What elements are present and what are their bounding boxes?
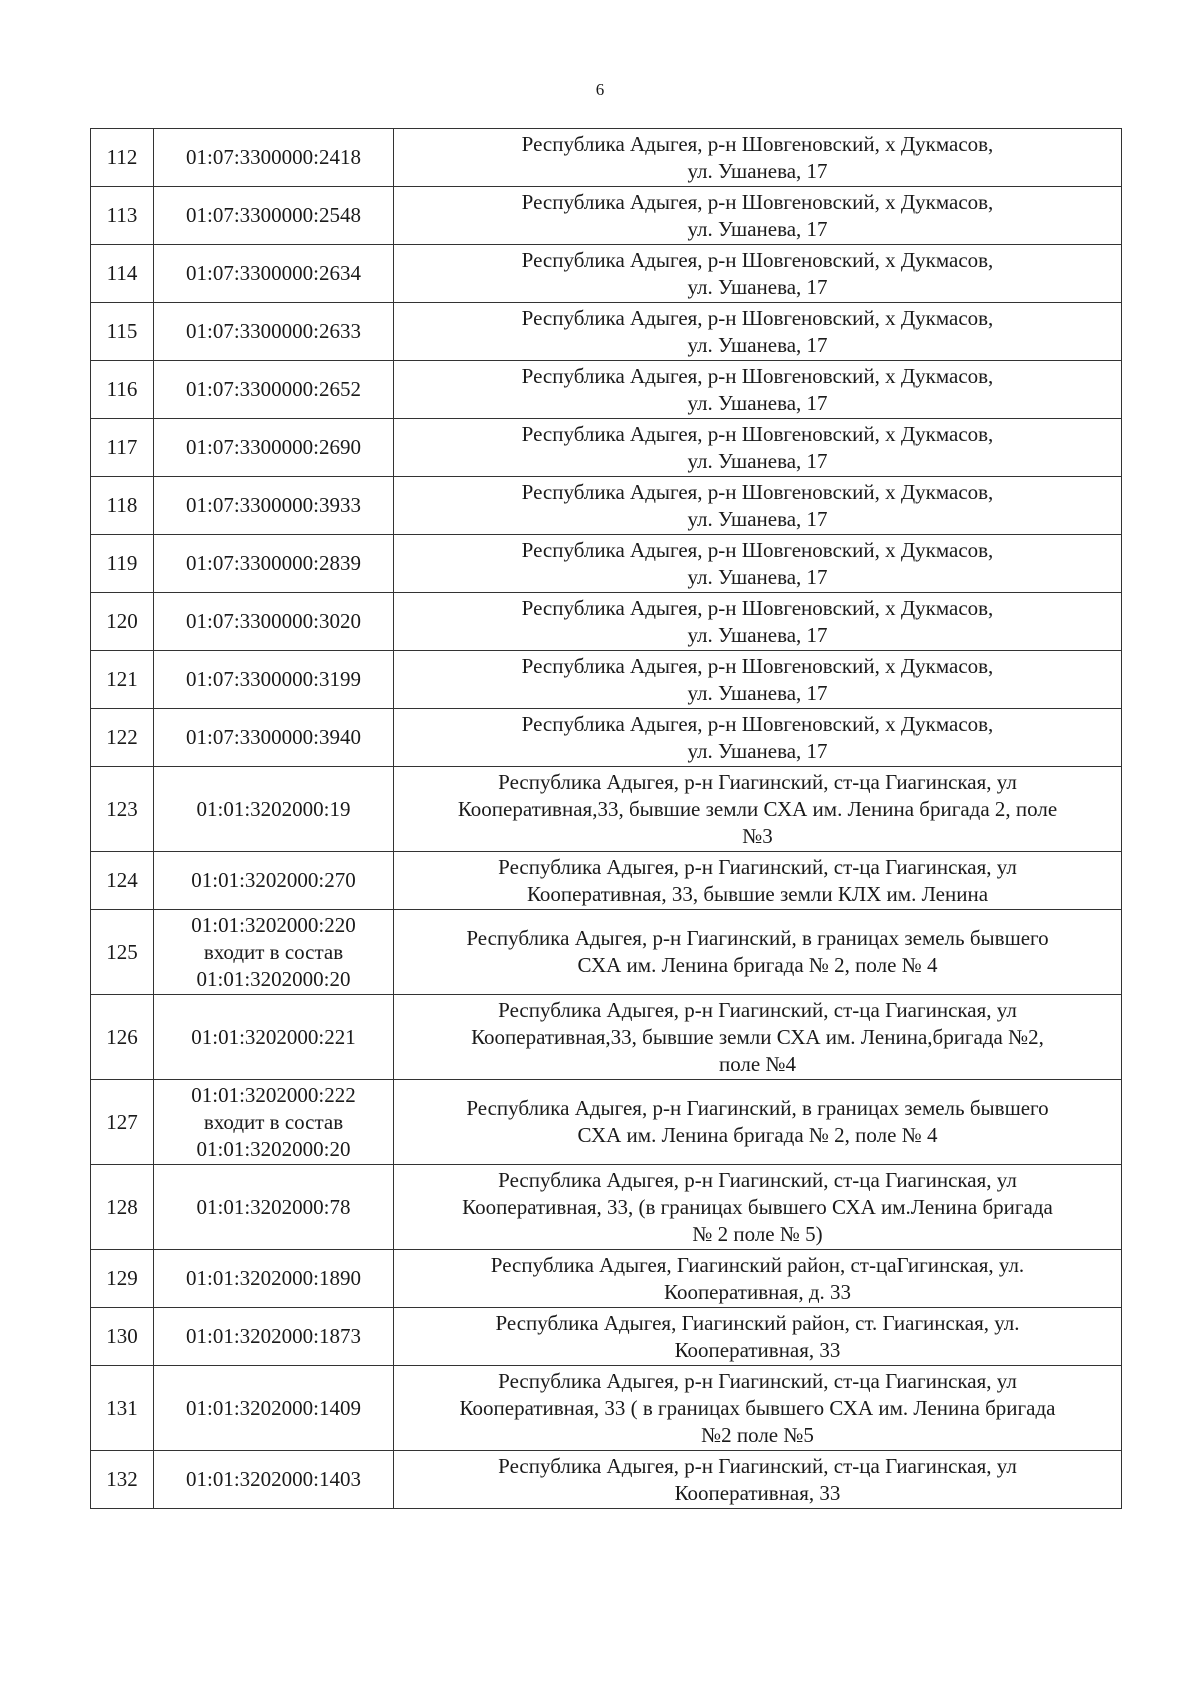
cadastral-number-line: 01:01:3202000:1873: [185, 1324, 361, 1348]
cadastral-number-cell: [154, 910, 394, 995]
cadastral-number-cell: [154, 303, 394, 361]
row-number: 131: [91, 1366, 154, 1451]
cadastral-number-line: 01:07:3300000:2690: [185, 435, 361, 459]
page-number: 6: [595, 80, 605, 99]
address-line: Кооперативная, 33: [674, 1337, 841, 1362]
cadastral-number-cell: [154, 651, 394, 709]
address-line: Республика Адыгея, р-н Гиагинский, ст-ца Гиагинская, ул: [498, 1368, 1017, 1393]
address-cell: [394, 129, 1122, 187]
cadastral-number-cell: [154, 419, 394, 477]
address-line: Республика Адыгея, р-н Шовгеновский, х Дукмасов,: [521, 711, 994, 736]
cadastral-number-cell: [154, 1308, 394, 1366]
address-line: ул. Ушанева, 17: [687, 564, 828, 589]
address-cell: [394, 995, 1122, 1080]
address-line: поле №4: [718, 1051, 797, 1076]
cadastral-number-line: входит в состав: [203, 1109, 344, 1134]
table-row: [91, 129, 1122, 187]
cadastral-number-line: 01:01:3202000:1409: [185, 1395, 361, 1420]
table-row: [91, 767, 1122, 852]
cadastral-number-line: 01:01:3202000:270: [191, 868, 356, 892]
address-line: ул. Ушанева, 17: [687, 274, 828, 299]
address-line: Республика Адыгея, Гиагинский район, ст. Гиагинская, ул.: [495, 1310, 1020, 1335]
cadastral-number-cell: [154, 1451, 394, 1509]
cadastral-number-line: 01:07:3300000:3199: [185, 667, 361, 691]
cadastral-number-line: 01:01:3202000:19: [196, 796, 351, 821]
address-line: Республика Адыгея, р-н Шовгеновский, х Дукмасов,: [521, 479, 994, 504]
table-row: [91, 1308, 1122, 1366]
table-row: [91, 995, 1122, 1080]
cadastral-number-line: 01:01:3202000:20: [196, 1136, 351, 1161]
row-number: 117: [91, 419, 154, 477]
row-number: 126: [91, 995, 154, 1080]
address-line: СХА им. Ленина бригада № 2, поле № 4: [577, 1123, 938, 1147]
address-cell: [394, 361, 1122, 419]
cadastral-number-cell: [154, 767, 394, 852]
table-row: [91, 303, 1122, 361]
row-number: 123: [91, 767, 154, 852]
cadastral-number-line: 01:07:3300000:3020: [185, 609, 361, 633]
cadastral-number-line: 01:01:3202000:222: [191, 1082, 356, 1107]
cadastral-number-cell: [154, 361, 394, 419]
cadastral-number-cell: [154, 1165, 394, 1250]
table-row: [91, 1451, 1122, 1509]
address-line: Республика Адыгея, р-н Гиагинский, в границах земель бывшего: [466, 1096, 1049, 1120]
address-line: ул. Ушанева, 17: [687, 158, 828, 183]
table-row: [91, 419, 1122, 477]
address-line: Республика Адыгея, р-н Шовгеновский, х Дукмасов,: [521, 595, 994, 620]
table-row: [91, 187, 1122, 245]
address-cell: [394, 477, 1122, 535]
table-row: [91, 1250, 1122, 1308]
cadastral-number-line: 01:01:3202000:221: [191, 1024, 356, 1049]
row-number: 128: [91, 1165, 154, 1250]
address-cell: [394, 1308, 1122, 1366]
table-row: [91, 1366, 1122, 1451]
address-cell: [394, 535, 1122, 593]
address-line: Республика Адыгея, р-н Гиагинский, ст-ца Гиагинская, ул: [498, 997, 1017, 1022]
cadastral-number-line: 01:07:3300000:2634: [185, 261, 361, 285]
cadastral-number-line: 01:07:3300000:3933: [185, 493, 361, 517]
cadastral-number-line: 01:07:3300000:3940: [185, 725, 361, 749]
cadastral-number-line: 01:01:3202000:1403: [185, 1467, 361, 1491]
address-line: Республика Адыгея, Гиагинский район, ст-цаГигинская, ул.: [490, 1252, 1025, 1277]
cadastral-number-line: 01:01:3202000:220: [191, 912, 356, 937]
row-number: 118: [91, 477, 154, 535]
cadastral-number-cell: [154, 1080, 394, 1165]
cadastral-number-cell: [154, 593, 394, 651]
table-row: [91, 910, 1122, 995]
cadastral-number-line: 01:07:3300000:2633: [185, 319, 361, 343]
cadastral-number-cell: [154, 187, 394, 245]
row-number: 113: [91, 187, 154, 245]
address-cell: [394, 1165, 1122, 1250]
address-line: Республика Адыгея, р-н Шовгеновский, х Дукмасов,: [521, 131, 994, 156]
address-line: Республика Адыгея, р-н Гиагинский, в границах земель бывшего: [466, 926, 1049, 950]
address-line: № 2 поле № 5): [692, 1221, 823, 1246]
address-cell: [394, 593, 1122, 651]
table-row: [91, 709, 1122, 767]
table-row: [91, 361, 1122, 419]
table-body: [91, 129, 1122, 1509]
address-line: ул. Ушанева, 17: [687, 332, 828, 357]
address-line: ул. Ушанева, 17: [687, 216, 828, 241]
address-cell: [394, 1366, 1122, 1451]
address-cell: [394, 419, 1122, 477]
address-line: ул. Ушанева, 17: [687, 622, 828, 647]
row-number: 115: [91, 303, 154, 361]
address-line: №3: [742, 823, 773, 848]
address-line: №2 поле №5: [701, 1422, 814, 1447]
address-line: Республика Адыгея, р-н Шовгеновский, х Дукмасов,: [521, 653, 994, 678]
address-cell: [394, 187, 1122, 245]
table-row: [91, 245, 1122, 303]
land-plot-table: [90, 128, 1122, 1509]
address-line: Республика Адыгея, р-н Шовгеновский, х Дукмасов,: [521, 421, 994, 446]
row-number: 127: [91, 1080, 154, 1165]
table-row: [91, 535, 1122, 593]
address-line: СХА им. Ленина бригада № 2, поле № 4: [577, 953, 938, 977]
row-number: 112: [91, 129, 154, 187]
cadastral-number-cell: [154, 995, 394, 1080]
cadastral-number-line: 01:07:3300000:2652: [185, 377, 361, 401]
row-number: 129: [91, 1250, 154, 1308]
address-line: Республика Адыгея, р-н Шовгеновский, х Дукмасов,: [521, 537, 994, 562]
cadastral-number-line: 01:01:3202000:20: [196, 966, 351, 991]
address-line: Республика Адыгея, р-н Гиагинский, ст-ца Гиагинская, ул: [498, 769, 1017, 794]
address-line: Республика Адыгея, р-н Шовгеновский, х Дукмасов,: [521, 363, 994, 388]
cadastral-number-cell: [154, 1366, 394, 1451]
cadastral-number-line: 01:07:3300000:2548: [185, 203, 361, 227]
row-number: 120: [91, 593, 154, 651]
address-line: ул. Ушанева, 17: [687, 680, 828, 705]
address-cell: [394, 1250, 1122, 1308]
row-number: 122: [91, 709, 154, 767]
address-line: Республика Адыгея, р-н Гиагинский, ст-ца Гиагинская, ул: [498, 854, 1017, 879]
cadastral-number-cell: [154, 245, 394, 303]
address-line: ул. Ушанева, 17: [687, 738, 828, 763]
address-line: Республика Адыгея, р-н Шовгеновский, х Дукмасов,: [521, 189, 994, 214]
address-cell: [394, 245, 1122, 303]
cadastral-number-line: 01:07:3300000:2418: [185, 145, 361, 169]
address-line: Кооперативная, 33 ( в границах бывшего СХА им. Ленина бригада: [459, 1395, 1056, 1420]
cadastral-number-cell: [154, 852, 394, 910]
address-cell: [394, 709, 1122, 767]
address-cell: [394, 767, 1122, 852]
address-line: Кооперативная, д. 33: [663, 1279, 852, 1304]
table-row: [91, 651, 1122, 709]
address-cell: [394, 852, 1122, 910]
row-number: 124: [91, 852, 154, 910]
row-number: 125: [91, 910, 154, 995]
row-number: 116: [91, 361, 154, 419]
cadastral-number-line: 01:01:3202000:78: [196, 1194, 351, 1219]
cadastral-number-line: входит в состав: [203, 939, 344, 964]
address-line: Республика Адыгея, р-н Гиагинский, ст-ца Гиагинская, ул: [498, 1167, 1017, 1192]
address-cell: [394, 1080, 1122, 1165]
address-line: Кооперативная, 33: [674, 1480, 841, 1505]
cadastral-number-line: 01:07:3300000:2839: [185, 551, 361, 575]
cadastral-number-line: 01:01:3202000:1890: [185, 1266, 361, 1290]
address-line: Кооперативная,33, бывшие земли СХА им. Ленина бригада 2, поле: [457, 796, 1058, 821]
address-line: Кооперативная, 33, бывшие земли КЛХ им. Ленина: [526, 881, 989, 906]
address-line: Республика Адыгея, р-н Шовгеновский, х Дукмасов,: [521, 247, 994, 272]
address-cell: [394, 303, 1122, 361]
cadastral-number-cell: [154, 129, 394, 187]
row-number: 132: [91, 1451, 154, 1509]
table-row: [91, 1080, 1122, 1165]
table-row: [91, 1165, 1122, 1250]
address-line: Кооперативная,33, бывшие земли СХА им. Ленина,бригада №2,: [471, 1024, 1044, 1049]
address-line: ул. Ушанева, 17: [687, 506, 828, 531]
address-cell: [394, 651, 1122, 709]
table-row: [91, 593, 1122, 651]
cadastral-number-cell: [154, 1250, 394, 1308]
table-row: [91, 852, 1122, 910]
row-number: 119: [91, 535, 154, 593]
address-cell: [394, 1451, 1122, 1509]
cadastral-number-cell: [154, 709, 394, 767]
address-line: Кооперативная, 33, (в границах бывшего СХА им.Ленина бригада: [462, 1194, 1053, 1219]
address-line: Республика Адыгея, р-н Шовгеновский, х Дукмасов,: [521, 305, 994, 330]
table-row: [91, 477, 1122, 535]
row-number: 121: [91, 651, 154, 709]
address-line: Республика Адыгея, р-н Гиагинский, ст-ца Гиагинская, ул: [498, 1453, 1017, 1478]
address-cell: [394, 910, 1122, 995]
row-number: 114: [91, 245, 154, 303]
address-line: ул. Ушанева, 17: [687, 390, 828, 415]
row-number: 130: [91, 1308, 154, 1366]
cadastral-number-cell: [154, 477, 394, 535]
address-line: ул. Ушанева, 17: [687, 448, 828, 473]
cadastral-number-cell: [154, 535, 394, 593]
